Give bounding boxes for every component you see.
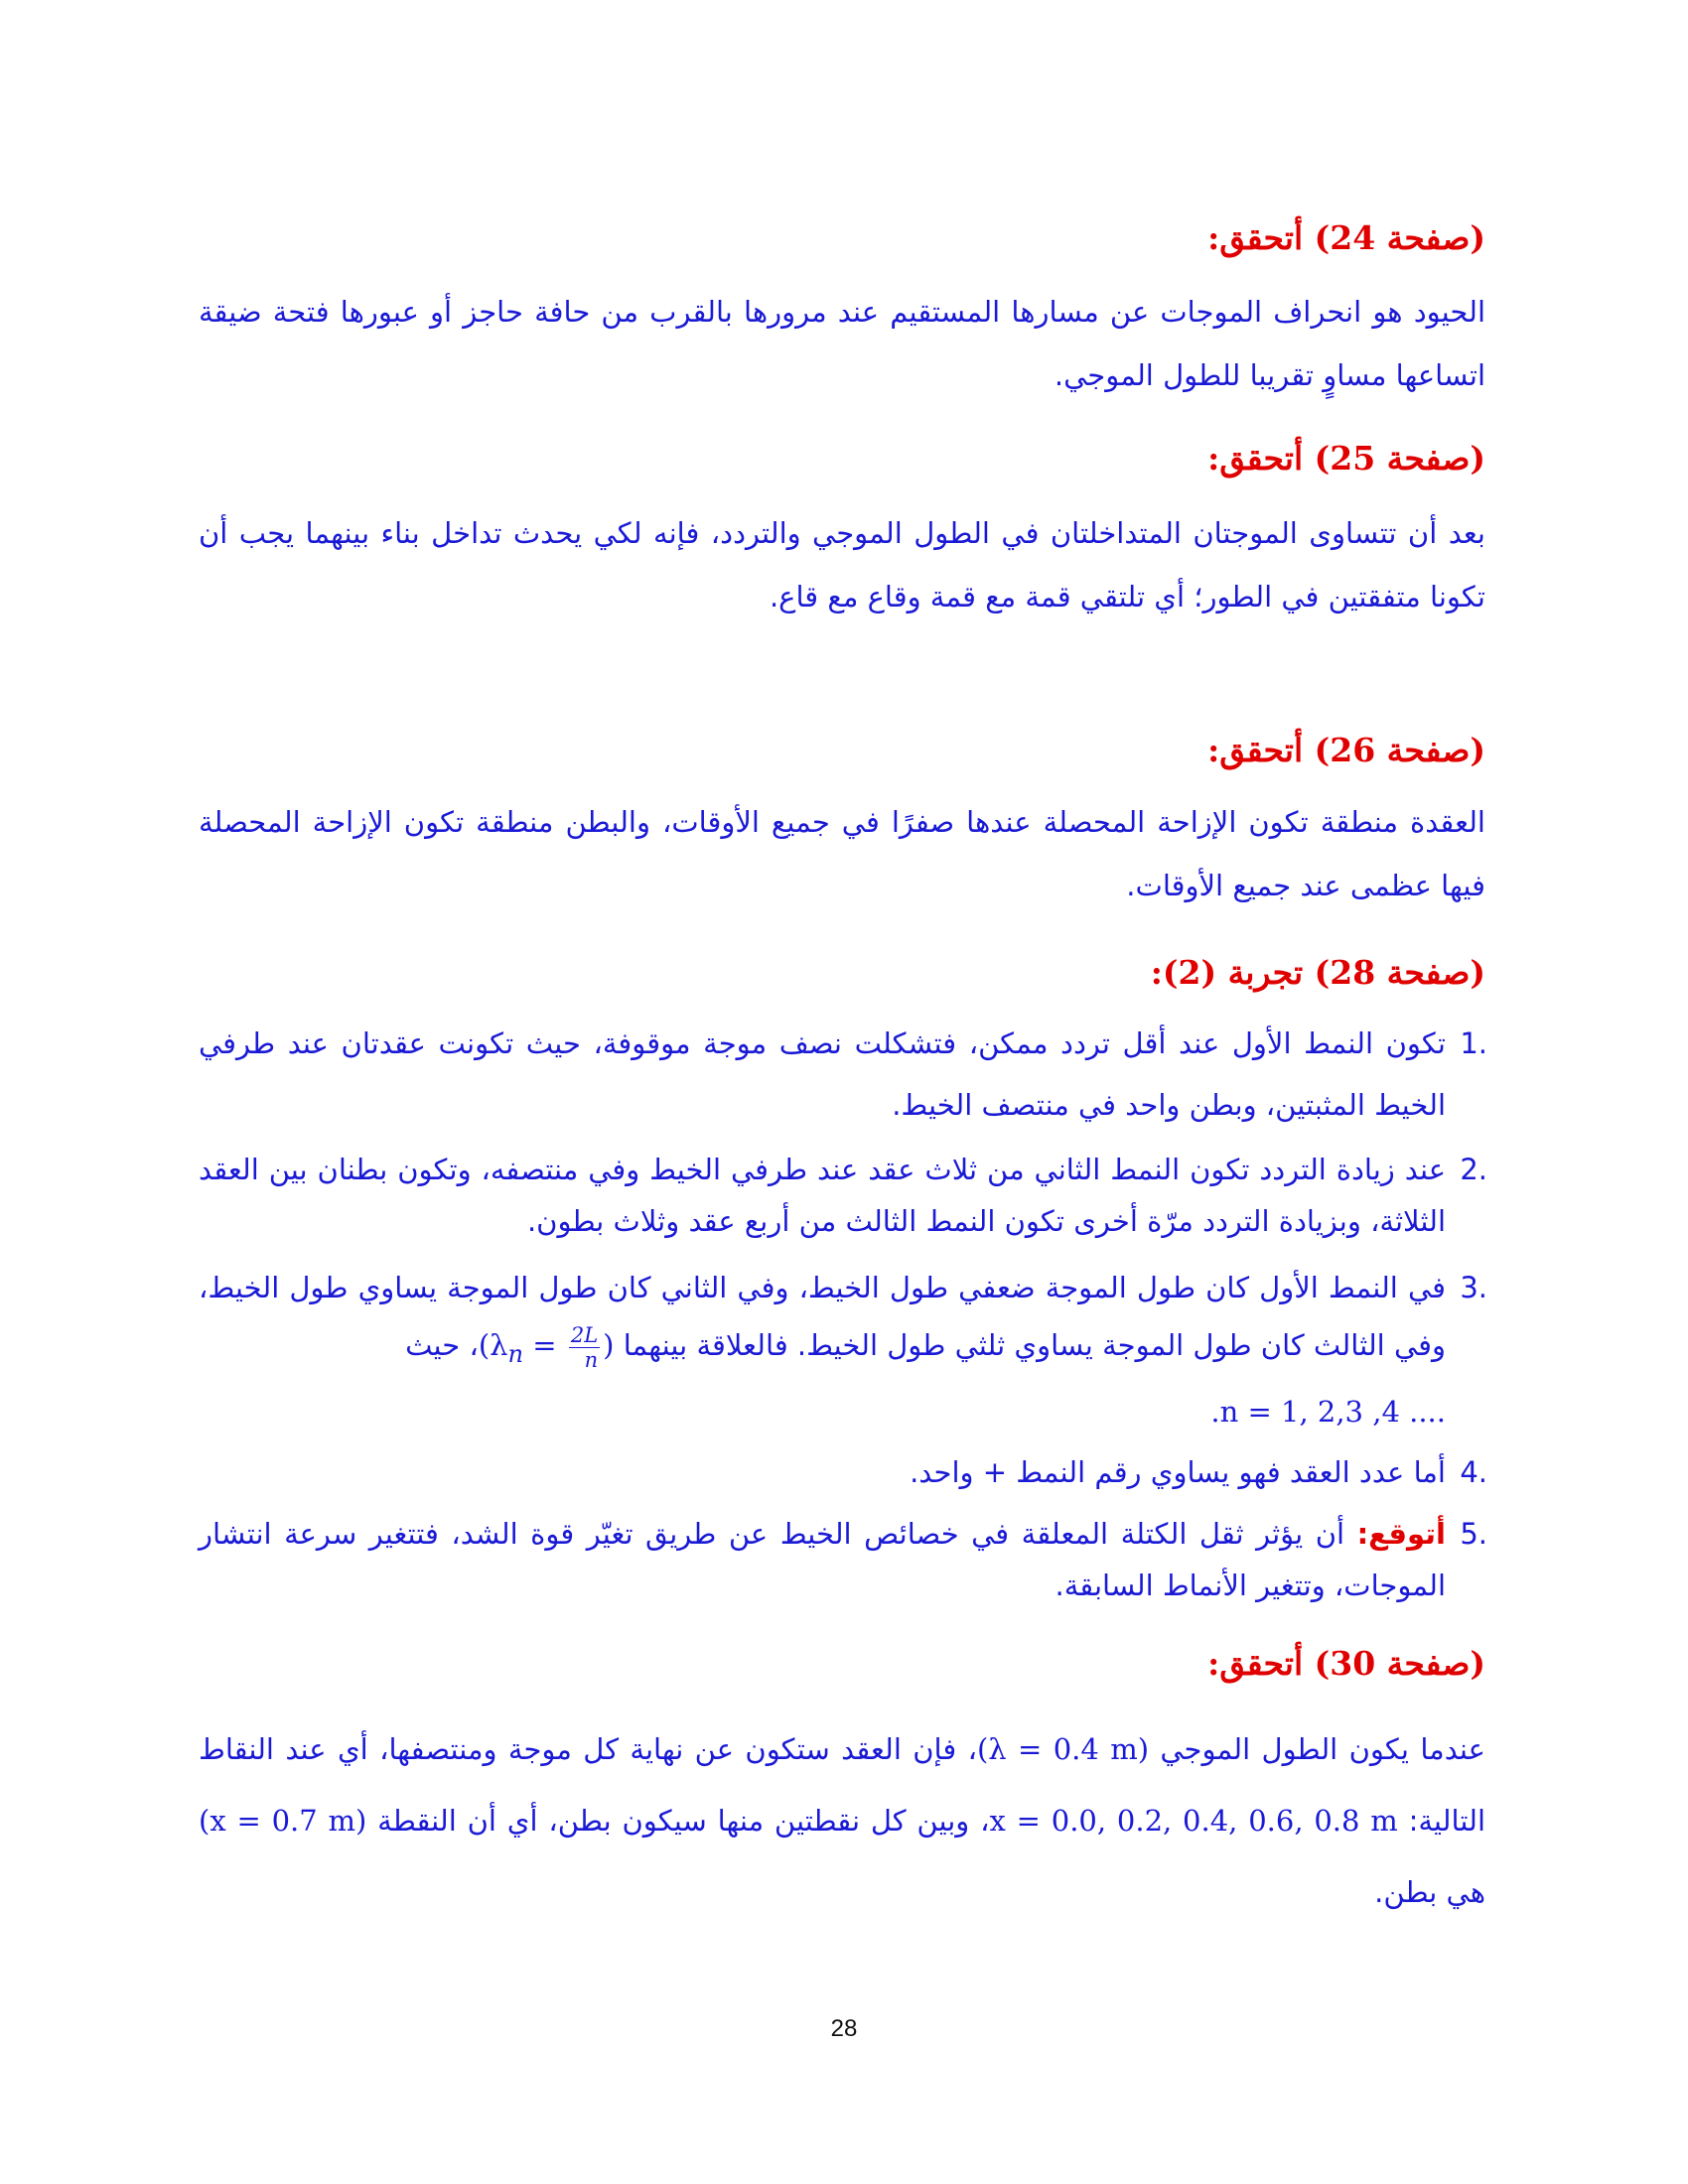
mode-number-formula: .n = 1, 2,3 ,4 ....: [1210, 1394, 1446, 1429]
section-heading-25: (صفحة 25) أتحقق:: [1207, 439, 1485, 478]
list-item-number: 4.: [1460, 1454, 1487, 1489]
node-positions: x = 0.0, 0.2, 0.4, 0.6, 0.8 m: [989, 1804, 1398, 1838]
experiment-list: [199, 1013, 1485, 1611]
list-item: [199, 1259, 1485, 1440]
section-text-25: بعد أن تتساوى الموجتان المتداخلتان في الطول الموجي والتردد، فإنه لكي يحدث تداخل بناء بينهما يجب أن تكونا متفقتين في الطور؛ أي تلتقي قمة مع قمة وقاع مع قاع.: [199, 516, 1485, 614]
wavelength-value: (λ = 0.4 m): [976, 1732, 1150, 1766]
section-heading-26: (صفحة 26) أتحقق:: [1207, 731, 1485, 769]
wavelength-formula: ($\lambda_n$ = $\frac{2L}{n}$ ): [478, 1322, 615, 1372]
section-text-26: العقدة منطقة تكون الإزاحة المحصلة عندها صفرًا في جميع الأوقات، والبطن منطقة تكون الإزاحة المحصلة فيها عظمى عند جميع الأوقات.: [199, 805, 1485, 902]
section-text-30: عندما يكون الطول الموجي (λ = 0.4 m)، فإن العقد ستكون عن نهاية كل موجة ومنتصفها، أي عند النقاط التالية: x = 0.0, 0.2, 0.4, 0.6, 0.8 m، وبين كل نقطتين منها سيكون بطن، أي أن النقطة (x = 0.7 m) هي بطن.: [199, 1732, 1485, 1909]
list-item: [199, 1446, 1485, 1498]
list-item-text: تكون النمط الأول عند أقل تردد ممكن، فتشكلت نصف موجة موقوفة، حيث تكونت عقدتان عند طرفي الخيط المثبتين، وبطن واحد في منتصف الخيط.: [199, 1026, 1446, 1122]
fraction: $\frac{2L}{n}$: [570, 1322, 599, 1372]
section-heading-28: (صفحة 28) تجربة (2):: [1150, 953, 1485, 992]
list-item-text-after: ، حيث: [405, 1328, 479, 1362]
page-number: 28: [830, 2015, 858, 2042]
section-text-24: الحيود هو انحراف الموجات عن مسارها المستقيم عند مرورها بالقرب من حافة حاجز أو عبورها فتحة ضيقة اتساعها مساوٍ تقريبا للطول الموجي.: [199, 295, 1485, 392]
list-item-number: 1.: [1460, 1026, 1487, 1060]
list-item-text: أما عدد العقد فهو يساوي رقم النمط + واحد.: [910, 1454, 1446, 1489]
list-item-number: 2.: [1460, 1153, 1487, 1186]
list-item: [199, 1508, 1485, 1611]
list-item-number: 5.: [1460, 1516, 1487, 1551]
list-item-number: 3.: [1460, 1271, 1487, 1304]
document-page: [199, 0, 1485, 2184]
list-item-text: في النمط الأول كان طول الموجة ضعفي طول الخيط، وفي الثاني كان طول الموجة يساوي طول الخيط، وفي الثالث كان طول الموجة يساوي ثلثي طول الخيط. فالعلاقة بينهما: [199, 1271, 1446, 1362]
section-heading-30: (صفحة 30) أتحقق:: [1207, 1644, 1485, 1683]
section-heading-24: (صفحة 24) أتحقق:: [1207, 218, 1485, 257]
antinode-point: (x = 0.7 m): [199, 1804, 367, 1838]
expectation-keyword: أتوقع:: [1356, 1516, 1446, 1551]
list-item-text: أن يؤثر ثقل الكتلة المعلقة في خصائص الخيط عن طريق تغيّر قوة الشد، فتتغير سرعة انتشار الموجات، وتتغير الأنماط السابقة.: [199, 1516, 1446, 1602]
list-item-text: عند زيادة التردد تكون النمط الثاني من ثلاث عقد عند طرفي الخيط وفي منتصفه، وتكون بطنان بين العقد الثلاثة، وبزيادة التردد مرّة أخرى تكون النمط الثالث من أربع عقد وثلاث بطون.: [199, 1153, 1446, 1238]
list-item: [199, 1013, 1485, 1136]
list-item: [199, 1144, 1485, 1247]
